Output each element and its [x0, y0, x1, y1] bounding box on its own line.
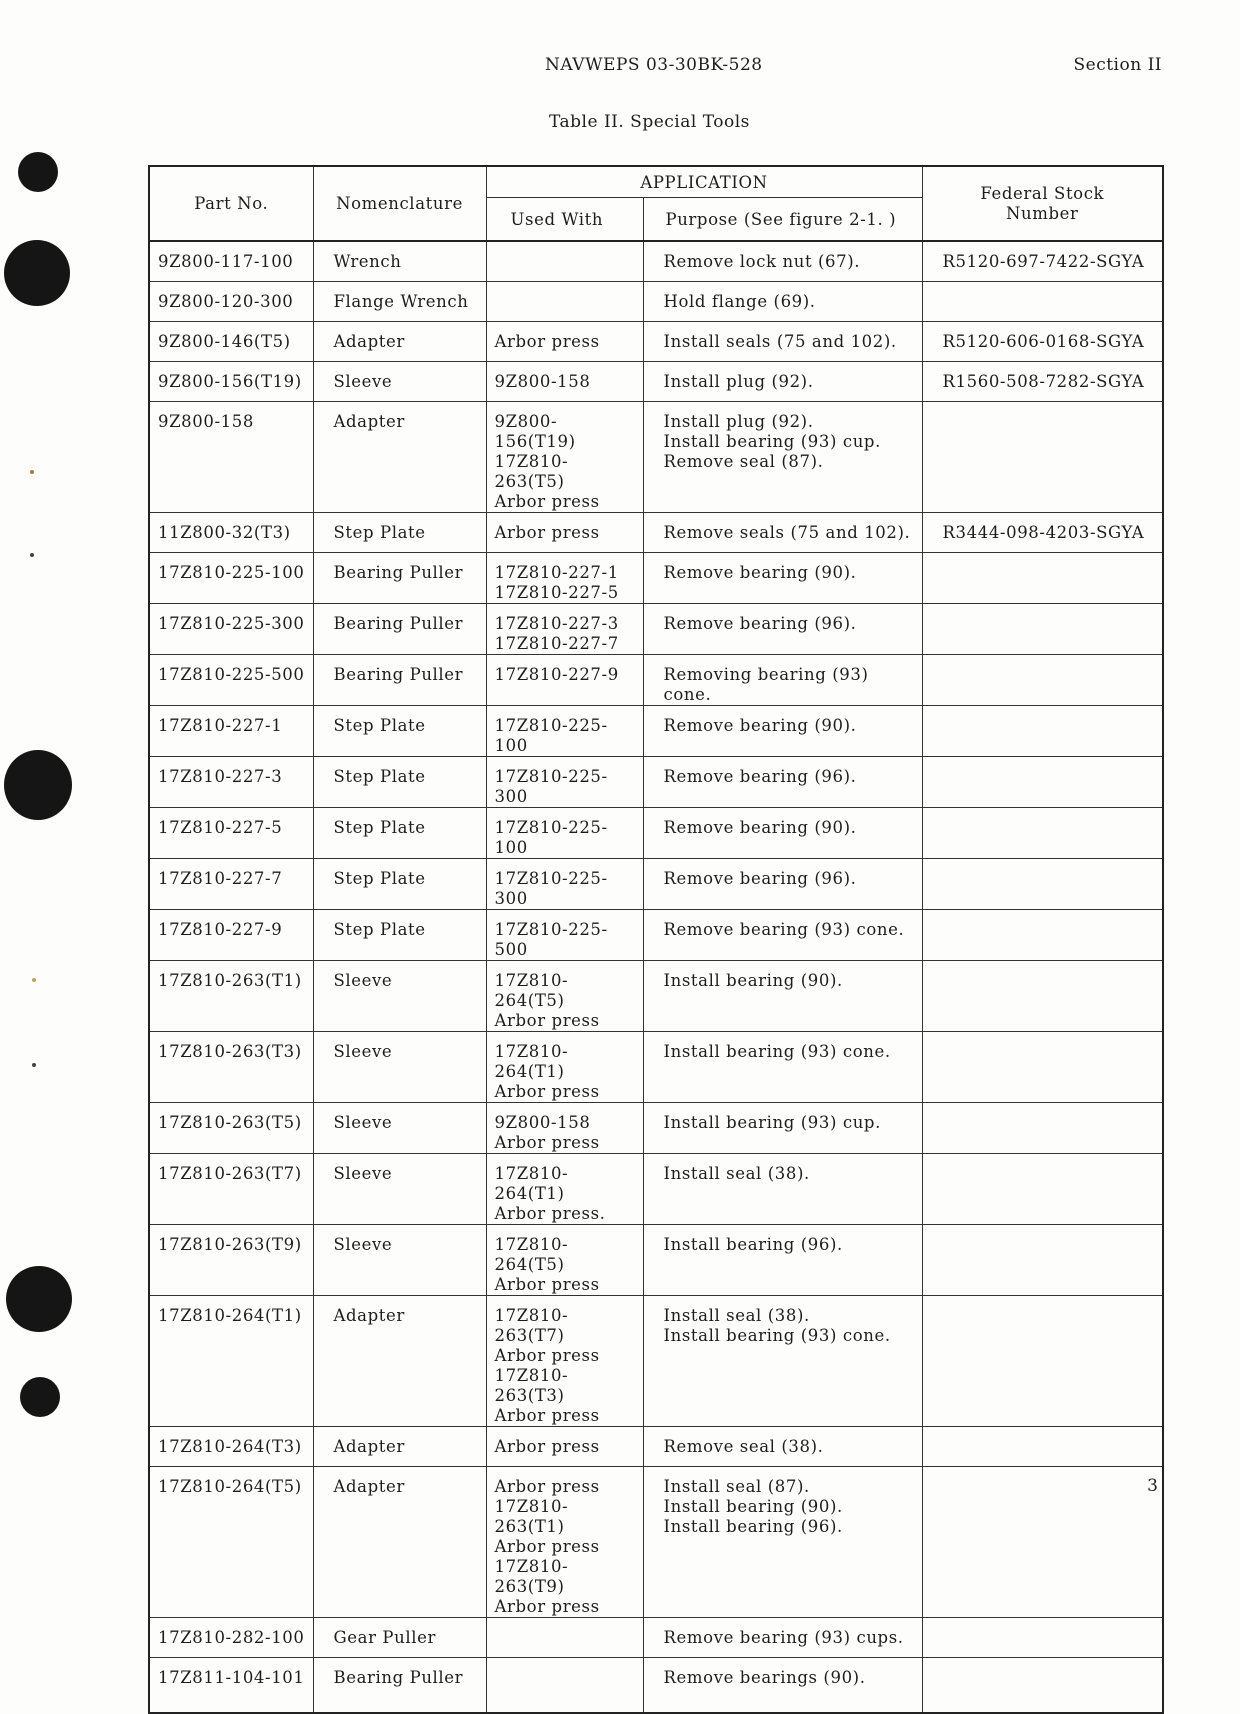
nomenclature-cell: Sleeve	[313, 1102, 486, 1153]
purpose-line: Install seal (38).	[663, 1305, 810, 1325]
part-no-cell: 17Z810-225-100	[149, 552, 313, 603]
used-with-line: Arbor press	[494, 1345, 600, 1365]
nomenclature-cell: Wrench	[313, 241, 486, 281]
part-no-cell: 9Z800-158	[149, 401, 313, 512]
special-tools-table	[148, 165, 1164, 1714]
purpose-cell	[643, 321, 922, 361]
table-row	[149, 1426, 1163, 1466]
table-row	[149, 1657, 1163, 1713]
used-with-line: Arbor press	[494, 491, 600, 511]
used-with-cell	[486, 705, 643, 756]
purpose-cell	[643, 705, 922, 756]
fsn-cell	[922, 1153, 1163, 1224]
part-no-cell: 17Z810-264(T3)	[149, 1426, 313, 1466]
purpose-cell	[643, 960, 922, 1031]
used-with-line: 17Z810-225-300	[494, 868, 608, 908]
used-with-cell	[486, 1426, 643, 1466]
fsn-cell: R1560-508-7282-SGYA	[922, 361, 1163, 401]
nomenclature-cell: Step Plate	[313, 705, 486, 756]
table-row	[149, 401, 1163, 512]
used-with-line: 17Z810-264(T5)	[494, 970, 569, 1010]
col-header-used-with: Used With	[486, 198, 643, 242]
purpose-cell	[643, 552, 922, 603]
used-with-line: 17Z810-263(T7)	[494, 1305, 569, 1345]
purpose-cell	[643, 756, 922, 807]
table-row	[149, 361, 1163, 401]
used-with-line: 9Z800-158	[494, 371, 591, 391]
used-with-cell	[486, 960, 643, 1031]
part-no-cell: 17Z810-263(T9)	[149, 1224, 313, 1295]
used-with-cell	[486, 281, 643, 321]
part-no-cell: 17Z811-104-101	[149, 1657, 313, 1713]
punch-hole	[4, 750, 72, 820]
used-with-line: Arbor press	[494, 1436, 600, 1456]
part-no-cell: 17Z810-227-9	[149, 909, 313, 960]
purpose-cell	[643, 1617, 922, 1657]
fsn-cell	[922, 1295, 1163, 1426]
table-row	[149, 654, 1163, 705]
col-header-application: APPLICATION	[486, 166, 922, 198]
part-no-cell: 17Z810-264(T1)	[149, 1295, 313, 1426]
purpose-cell	[643, 1466, 922, 1617]
used-with-line: 17Z810-263(T1)	[494, 1496, 569, 1536]
used-with-cell	[486, 1031, 643, 1102]
purpose-cell	[643, 1031, 922, 1102]
nomenclature-cell: Adapter	[313, 401, 486, 512]
purpose-line: Remove bearing (90).	[663, 817, 857, 837]
nomenclature-cell: Step Plate	[313, 756, 486, 807]
purpose-cell	[643, 909, 922, 960]
table-body	[149, 241, 1163, 1713]
used-with-line: 17Z810-225-100	[494, 817, 608, 857]
used-with-cell	[486, 1617, 643, 1657]
nomenclature-cell: Bearing Puller	[313, 654, 486, 705]
used-with-line: 17Z810-264(T1)	[494, 1041, 569, 1081]
purpose-line: Install bearing (93) cone.	[663, 1041, 891, 1061]
used-with-line: 17Z810-225-100	[494, 715, 608, 755]
fsn-cell	[922, 807, 1163, 858]
purpose-line: Hold flange (69).	[663, 291, 816, 311]
purpose-cell	[643, 807, 922, 858]
fsn-cell	[922, 1657, 1163, 1713]
purpose-line: Remove bearing (96).	[663, 868, 857, 888]
used-with-cell	[486, 807, 643, 858]
purpose-line: Removing bearing (93) cone.	[663, 664, 869, 704]
purpose-cell	[643, 858, 922, 909]
table-row	[149, 1617, 1163, 1657]
fsn-cell: R5120-606-0168-SGYA	[922, 321, 1163, 361]
nomenclature-cell: Step Plate	[313, 512, 486, 552]
used-with-cell	[486, 858, 643, 909]
punch-hole	[6, 1266, 72, 1332]
used-with-cell	[486, 1657, 643, 1713]
used-with-cell	[486, 654, 643, 705]
purpose-cell	[643, 281, 922, 321]
used-with-line: Arbor press	[494, 1536, 600, 1556]
table-row	[149, 756, 1163, 807]
purpose-cell	[643, 1153, 922, 1224]
used-with-cell	[486, 241, 643, 281]
used-with-cell	[486, 1102, 643, 1153]
col-header-fsn: Federal Stock Number	[922, 166, 1163, 241]
part-no-cell: 17Z810-263(T7)	[149, 1153, 313, 1224]
fsn-cell	[922, 552, 1163, 603]
table-row	[149, 512, 1163, 552]
purpose-line: Install bearing (96).	[663, 1516, 843, 1536]
used-with-line: Arbor press	[494, 1132, 600, 1152]
nomenclature-cell: Gear Puller	[313, 1617, 486, 1657]
fsn-cell	[922, 960, 1163, 1031]
nomenclature-cell: Adapter	[313, 1426, 486, 1466]
part-no-cell: 9Z800-117-100	[149, 241, 313, 281]
used-with-cell	[486, 401, 643, 512]
used-with-line: 17Z810-264(T5)	[494, 1234, 569, 1274]
fsn-cell	[922, 401, 1163, 512]
part-no-cell: 17Z810-227-3	[149, 756, 313, 807]
purpose-line: Install bearing (90).	[663, 1496, 843, 1516]
purpose-line: Install seal (87).	[663, 1476, 810, 1496]
part-no-cell: 17Z810-227-7	[149, 858, 313, 909]
used-with-line: 17Z810-227-9	[494, 664, 619, 684]
table-row	[149, 1224, 1163, 1295]
purpose-line: Remove bearing (90).	[663, 715, 857, 735]
fsn-cell	[922, 1426, 1163, 1466]
used-with-line: 9Z800-158	[494, 1112, 591, 1132]
purpose-line: Remove seal (38).	[663, 1436, 824, 1456]
table-row	[149, 807, 1163, 858]
purpose-cell	[643, 401, 922, 512]
part-no-cell: 17Z810-227-5	[149, 807, 313, 858]
used-with-line: 17Z810-263(T3)	[494, 1365, 569, 1405]
part-no-cell: 17Z810-225-300	[149, 603, 313, 654]
fsn-cell	[922, 1102, 1163, 1153]
nomenclature-cell: Bearing Puller	[313, 1657, 486, 1713]
table-row	[149, 603, 1163, 654]
nomenclature-cell: Step Plate	[313, 807, 486, 858]
doc-number: NAVWEPS 03-30BK-528	[545, 55, 763, 75]
col-header-part-no: Part No.	[149, 166, 313, 241]
purpose-line: Remove bearing (93) cone.	[663, 919, 905, 939]
fsn-cell	[922, 1466, 1163, 1617]
purpose-line: Remove seals (75 and 102).	[663, 522, 911, 542]
purpose-cell	[643, 361, 922, 401]
purpose-line: Install bearing (93) cup.	[663, 1112, 881, 1132]
speck	[32, 1063, 36, 1067]
purpose-line: Install seal (38).	[663, 1163, 810, 1183]
fsn-cell	[922, 1617, 1163, 1657]
purpose-cell	[643, 654, 922, 705]
purpose-line: Remove lock nut (67).	[663, 252, 861, 271]
purpose-line: Install plug (92).	[663, 371, 814, 391]
table-title: Table II. Special Tools	[549, 112, 750, 132]
nomenclature-cell: Adapter	[313, 1295, 486, 1426]
used-with-line: 9Z800-156(T19)	[494, 411, 576, 451]
fsn-cell	[922, 705, 1163, 756]
punch-hole	[18, 152, 58, 192]
nomenclature-cell: Sleeve	[313, 361, 486, 401]
used-with-line: Arbor press	[494, 1405, 600, 1425]
used-with-line: Arbor press	[494, 1476, 600, 1496]
table-row	[149, 1102, 1163, 1153]
purpose-cell	[643, 1657, 922, 1713]
used-with-cell	[486, 909, 643, 960]
nomenclature-cell: Bearing Puller	[313, 552, 486, 603]
part-no-cell: 17Z810-263(T5)	[149, 1102, 313, 1153]
table-row	[149, 705, 1163, 756]
nomenclature-cell: Sleeve	[313, 1224, 486, 1295]
used-with-cell	[486, 1153, 643, 1224]
nomenclature-cell: Sleeve	[313, 1153, 486, 1224]
part-no-cell: 17Z810-282-100	[149, 1617, 313, 1657]
purpose-line: Remove bearing (90).	[663, 562, 857, 582]
used-with-line: 17Z810-227-3	[494, 613, 619, 633]
used-with-line: Arbor press	[494, 1081, 600, 1101]
nomenclature-cell: Sleeve	[313, 1031, 486, 1102]
used-with-cell	[486, 552, 643, 603]
part-no-cell: 11Z800-32(T3)	[149, 512, 313, 552]
used-with-line: Arbor press	[494, 1010, 600, 1030]
fsn-cell	[922, 603, 1163, 654]
part-no-cell: 9Z800-156(T19)	[149, 361, 313, 401]
purpose-line: Install bearing (96).	[663, 1234, 843, 1254]
fsn-cell: R3444-098-4203-SGYA	[922, 512, 1163, 552]
used-with-cell	[486, 1295, 643, 1426]
table-row	[149, 552, 1163, 603]
fsn-cell	[922, 281, 1163, 321]
purpose-line: Remove bearing (96).	[663, 766, 857, 786]
purpose-cell	[643, 241, 922, 281]
used-with-cell	[486, 1224, 643, 1295]
used-with-line: 17Z810-227-1	[494, 562, 619, 582]
table-row	[149, 858, 1163, 909]
table-row	[149, 1466, 1163, 1617]
purpose-cell	[643, 1224, 922, 1295]
part-no-cell: 17Z810-227-1	[149, 705, 313, 756]
punch-hole	[20, 1377, 60, 1417]
nomenclature-cell: Adapter	[313, 321, 486, 361]
table-row	[149, 960, 1163, 1031]
used-with-line: Arbor press	[494, 522, 600, 542]
part-no-cell: 17Z810-263(T3)	[149, 1031, 313, 1102]
fsn-cell	[922, 1224, 1163, 1295]
table-row	[149, 1153, 1163, 1224]
purpose-line: Remove bearing (96).	[663, 613, 857, 633]
used-with-line: 17Z810-225-500	[494, 919, 608, 959]
used-with-cell	[486, 603, 643, 654]
part-no-cell: 9Z800-120-300	[149, 281, 313, 321]
fsn-cell	[922, 756, 1163, 807]
purpose-line: Remove seal (87).	[663, 451, 824, 471]
purpose-line: Install bearing (93) cup.	[663, 431, 881, 451]
purpose-line: Install bearing (93) cone.	[663, 1325, 891, 1345]
used-with-line: Arbor press	[494, 1274, 600, 1294]
nomenclature-cell: Step Plate	[313, 909, 486, 960]
purpose-cell	[643, 1295, 922, 1426]
fsn-cell	[922, 909, 1163, 960]
used-with-cell	[486, 512, 643, 552]
nomenclature-cell: Adapter	[313, 1466, 486, 1617]
purpose-line: Remove bearing (93) cups.	[663, 1627, 904, 1647]
table-row	[149, 1031, 1163, 1102]
used-with-line: Arbor press	[494, 331, 600, 351]
table-row	[149, 321, 1163, 361]
col-header-nomenclature: Nomenclature	[313, 166, 486, 241]
nomenclature-cell: Step Plate	[313, 858, 486, 909]
table-row	[149, 909, 1163, 960]
speck	[30, 470, 34, 474]
purpose-cell	[643, 1102, 922, 1153]
page-number: 3	[1147, 1476, 1158, 1496]
part-no-cell: 17Z810-263(T1)	[149, 960, 313, 1031]
used-with-cell	[486, 756, 643, 807]
used-with-cell	[486, 1466, 643, 1617]
used-with-line: 17Z810-263(T9)	[494, 1556, 569, 1596]
punch-hole	[4, 240, 70, 306]
speck	[32, 978, 36, 982]
purpose-line: Install plug (92).	[663, 411, 814, 431]
used-with-cell	[486, 361, 643, 401]
fsn-cell	[922, 654, 1163, 705]
fsn-cell	[922, 1031, 1163, 1102]
used-with-line: 17Z810-225-300	[494, 766, 608, 806]
used-with-line: 17Z810-227-7	[494, 633, 619, 653]
section-label: Section II	[1073, 55, 1162, 75]
nomenclature-cell: Flange Wrench	[313, 281, 486, 321]
used-with-line: 17Z810-264(T1)	[494, 1163, 569, 1203]
used-with-line: 17Z810-227-5	[494, 582, 619, 602]
table-row	[149, 1295, 1163, 1426]
used-with-line: Arbor press	[494, 1596, 600, 1616]
purpose-cell	[643, 512, 922, 552]
purpose-cell	[643, 1426, 922, 1466]
part-no-cell: 17Z810-264(T5)	[149, 1466, 313, 1617]
used-with-line: Arbor press.	[494, 1203, 606, 1223]
table-row	[149, 281, 1163, 321]
purpose-line: Remove bearings (90).	[663, 1667, 866, 1687]
used-with-cell	[486, 321, 643, 361]
col-header-purpose: Purpose (See figure 2-1. )	[643, 198, 922, 242]
fsn-cell: R5120-697-7422-SGYA	[922, 241, 1163, 281]
used-with-line: 17Z810-263(T5)	[494, 451, 569, 491]
nomenclature-cell: Sleeve	[313, 960, 486, 1031]
part-no-cell: 9Z800-146(T5)	[149, 321, 313, 361]
nomenclature-cell: Bearing Puller	[313, 603, 486, 654]
purpose-line: Install seals (75 and 102).	[663, 331, 897, 351]
purpose-line: Install bearing (90).	[663, 970, 843, 990]
fsn-cell	[922, 858, 1163, 909]
table-row	[149, 241, 1163, 281]
purpose-cell	[643, 603, 922, 654]
speck	[30, 553, 34, 557]
part-no-cell: 17Z810-225-500	[149, 654, 313, 705]
